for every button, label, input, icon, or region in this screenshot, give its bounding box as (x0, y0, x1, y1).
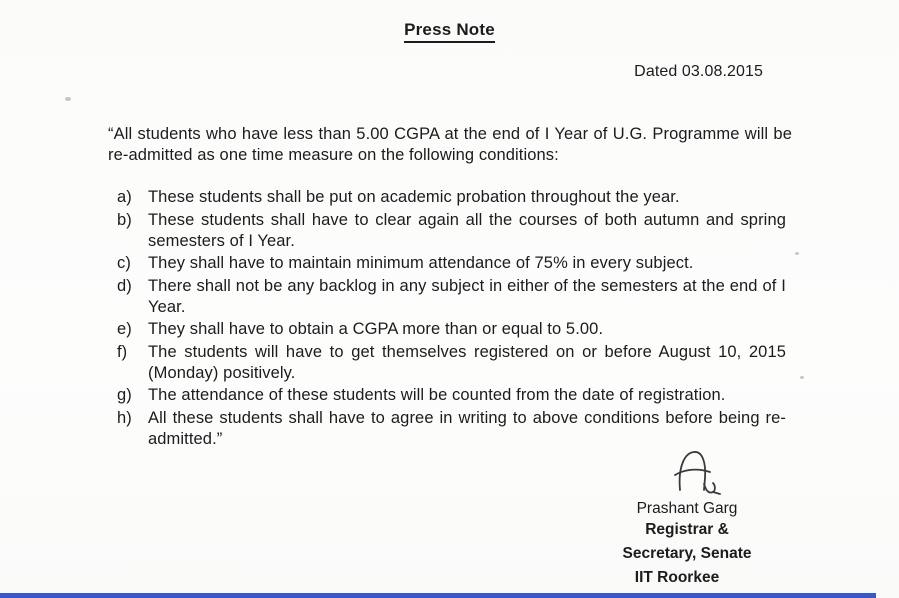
condition-text: These students shall have to clear again all the courses of both autumn and spring semesters of I Year. (148, 210, 786, 250)
page-title (0, 20, 899, 40)
condition-item (117, 187, 786, 208)
condition-marker: c) (117, 254, 131, 272)
condition-item (117, 210, 786, 252)
scan-speck (800, 376, 804, 379)
condition-text: They shall have to maintain minimum attendance of 75% in every subject. (148, 254, 694, 272)
handwritten-signature-icon (597, 448, 777, 498)
signatory-title-line-2: Secretary, Senate (622, 545, 752, 562)
condition-marker: f) (117, 342, 128, 361)
conditions-list (117, 187, 786, 451)
condition-item (117, 408, 786, 450)
signature-block (597, 448, 777, 590)
scan-edge-strip (0, 593, 876, 598)
condition-text: There shall not be any backlog in any subject in either of the semesters at the end of I Year. (148, 276, 786, 316)
scan-speck (795, 252, 799, 255)
intro-paragraph: “All students who have less than 5.00 CGPA at the end of I Year of U.G. Programme will be re-admitted as one time measure on the following conditions: (108, 125, 792, 164)
condition-marker: a) (117, 188, 132, 206)
condition-text: The students will have to get themselves registered on or before August 10, 2015 (Monday) positively. (148, 342, 786, 382)
condition-item (117, 319, 786, 340)
condition-marker: e) (117, 320, 132, 338)
condition-item (117, 276, 786, 318)
condition-marker: h) (117, 408, 132, 427)
condition-text: They shall have to obtain a CGPA more than or equal to 5.00. (148, 320, 604, 338)
condition-marker: d) (117, 276, 132, 295)
signatory-title-line-1: Registrar & (645, 521, 729, 538)
condition-item (117, 385, 786, 406)
condition-item (117, 253, 786, 274)
condition-marker: b) (117, 210, 132, 229)
condition-marker: g) (117, 386, 132, 404)
condition-text: The attendance of these students will be counted from the date of registration. (148, 386, 726, 404)
condition-text: These students shall be put on academic probation throughout the year. (148, 188, 680, 206)
signatory-title-line-3: IIT Roorkee (634, 569, 720, 586)
condition-text: All these students shall have to agree in writing to above conditions before being re-admitted.” (148, 408, 786, 448)
page-title-text: Press Note (404, 20, 495, 43)
date-line: Dated 03.08.2015 (634, 63, 763, 80)
signatory-name: Prashant Garg (636, 500, 738, 517)
condition-item (117, 342, 786, 384)
scan-speck (65, 97, 71, 101)
